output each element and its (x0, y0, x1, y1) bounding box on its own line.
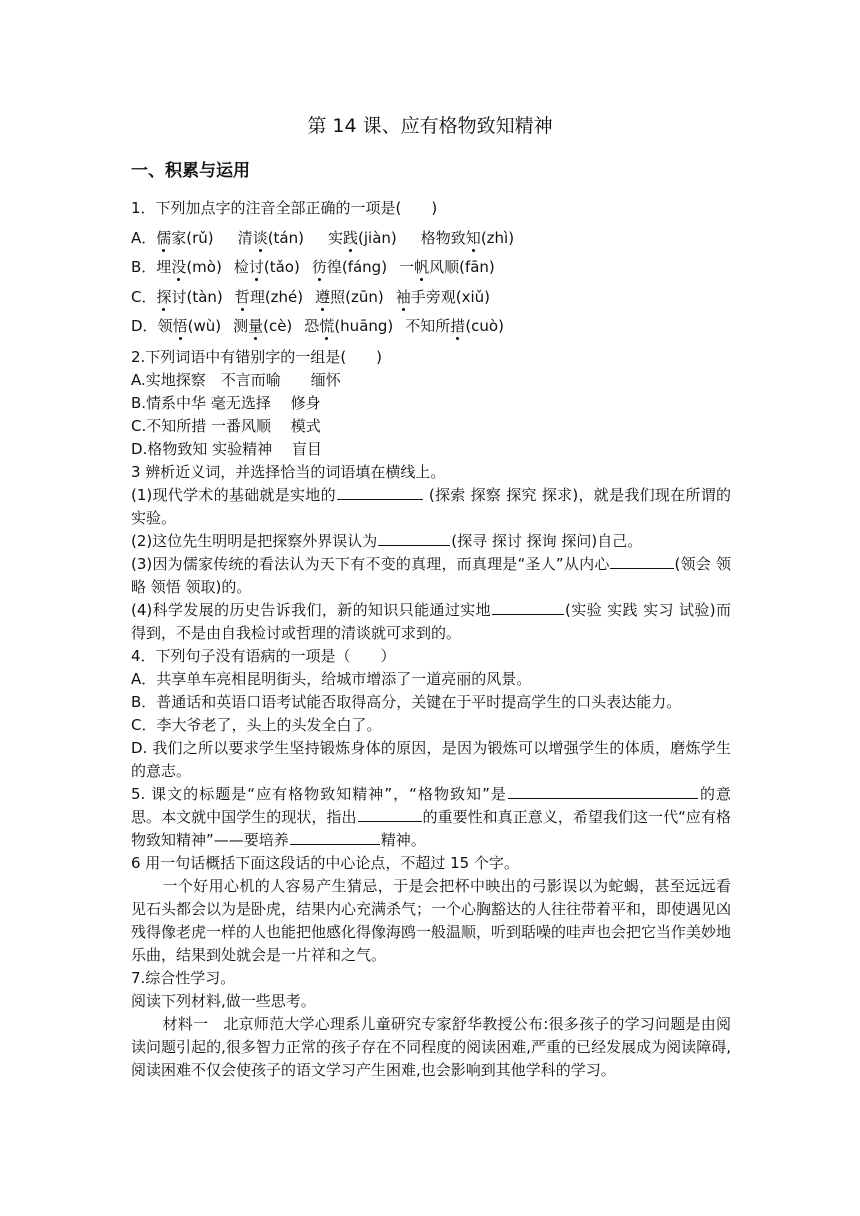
answer-blank[interactable] (337, 484, 423, 500)
dotted-char: 谈 (252, 228, 268, 247)
q2-option-b: B.情系中华 毫无选择 修身 (131, 393, 321, 412)
dotted-char: 知 (465, 228, 481, 247)
q4-option-c: C．李大爷老了，头上的头发全白了。 (131, 715, 382, 734)
dotted-char: 量 (248, 317, 264, 335)
dotted-char: 慌 (319, 317, 335, 335)
answer-blank[interactable] (358, 806, 422, 822)
dotted-char: 帆 (414, 258, 430, 276)
q5-text: 5. 课文的标题是“应有格物致知精神”，“格物致知”是 的意思。本文就中国学生的现状，指出 的重要性和真正意义，希望我们这一代“应有格物致知精神”——要培养 精神。 (131, 784, 731, 849)
q3-item-2: (2)这位先生明明是把探察外界误认为 (探寻 探讨 探询 探问)自己。 (131, 531, 643, 550)
answer-blank[interactable] (610, 553, 674, 569)
q1-option-d: D．领悟(wù) 测量(cè) 恐慌(huāng) 不知所措(cuò) (131, 317, 504, 335)
q1-option-c: C．探讨(tàn) 哲理(zhé) 遵照(zūn) 袖手旁观(xiǔ) (131, 287, 491, 306)
dotted-char: 探 (156, 287, 172, 306)
dotted-char: 彷 (311, 258, 327, 276)
dotted-char: 践 (343, 228, 359, 247)
q2-stem: 2.下列词语中有错别字的一组是( ) (131, 347, 383, 366)
dotted-char: 儒 (156, 228, 172, 247)
section-heading: 一、积累与运用 (131, 161, 250, 181)
answer-blank[interactable] (378, 530, 450, 546)
q3-item-1: (1)现代学术的基础就是实地的 (探索 探察 探究 探求)，就是我们现在所谓的实验。 (131, 485, 732, 527)
q2-option-c: C.不知所措 一番风顺 模式 (131, 416, 321, 435)
q4-stem: 4．下列句子没有语病的一项是（ ） (131, 646, 396, 665)
dotted-char: 讨 (248, 258, 264, 276)
dotted-char: 袖 (395, 287, 411, 306)
answer-blank[interactable] (508, 783, 698, 799)
dotted-char: 措 (450, 317, 466, 335)
answer-blank[interactable] (290, 829, 380, 845)
q4-option-a: A．共享单车亮相昆明街头，给城市增添了一道亮丽的风景。 (131, 669, 532, 688)
page-title: 第 14 课、应有格物致知精神 (307, 115, 553, 137)
q1-stem: 1．下列加点字的注音全部正确的一项是( ) (131, 199, 438, 217)
q2-option-d: D.格物致知 实验精神 盲目 (131, 439, 322, 458)
q7-material-1: 材料一 北京师范大学心理系儿童研究专家舒华教授公布:很多孩子的学习问题是由阅读问题引起的,很多智力正常的孩子存在不同程度的阅读困难,严重的已经发展成为阅读障碍,阅读困难不仅会使孩子的语文学习产生困难,也会影响到其他学科的学习。 (131, 1014, 731, 1079)
answer-blank[interactable] (492, 599, 564, 615)
q7-intro: 阅读下列材料,做一些思考。 (131, 991, 316, 1010)
q4-option-b: B．普通话和英语口语考试能否取得高分，关键在于平时提高学生的口头表达能力。 (131, 692, 682, 711)
q4-option-d: D. 我们之所以要求学生坚持锻炼身体的原因，是因为锻炼可以增强学生的体质，磨炼学生的意志。 (131, 738, 731, 780)
q6-stem: 6 用一句话概括下面这段话的中心论点，不超过 15 个字。 (131, 853, 519, 872)
q3-item-3: (3)因为儒家传统的看法认为天下有不变的真理，而真理是“圣人”从内心 (领会 领略 领悟 领取)的。 (131, 554, 731, 596)
q7-stem: 7.综合性学习。 (131, 968, 236, 987)
dotted-char: 遵 (315, 287, 331, 306)
dotted-char: 哲 (234, 287, 250, 306)
question-list (131, 194, 731, 1082)
q1-option-b: B．埋没(mò) 检讨(tǎo) 彷徨(fáng) 一帆风顺(fān) (131, 258, 495, 276)
q1-option-a: A．儒家(rǔ) 清谈(tán) 实践(jiàn) 格物致知(zhì) (131, 228, 515, 247)
q3-item-4: (4)科学发展的历史告诉我们，新的知识只能通过实地 (实验 实践 实习 试验)而得到，不是由自我检讨或哲理的清谈就可求到的。 (131, 600, 732, 642)
q2-option-a: A.实地探察 不言而喻 缅怀 (131, 370, 341, 389)
q6-passage: 一个好用心机的人容易产生猜忌，于是会把杯中映出的弓影误以为蛇蝎，甚至远远看见石头都会以为是卧虎，结果内心充满杀气；一个心胸豁达的人往往带着平和，即使遇见凶残得像老虎一样的人也能把他感化得像海鸥一般温顺，听到聒噪的哇声也会把它当作美妙地乐曲，结果到处就会是一片祥和之气。 (131, 876, 732, 964)
dotted-char: 没 (171, 258, 187, 276)
dotted-char: 悟 (172, 317, 188, 335)
q3-stem: 3 辨析近义词，并选择恰当的词语填在横线上。 (131, 462, 446, 481)
